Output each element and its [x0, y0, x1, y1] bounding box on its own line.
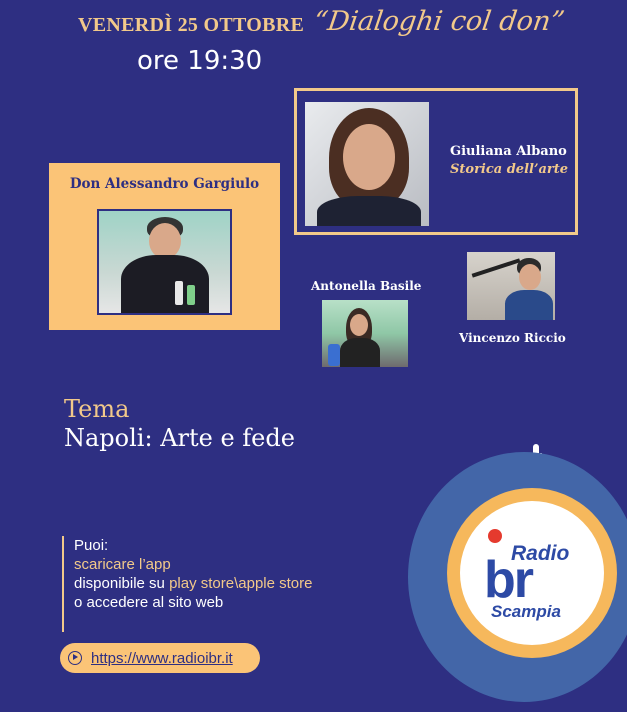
- logo-red-dot: [488, 529, 502, 543]
- info-line-3: [74, 574, 312, 593]
- giuliana-name: Giuliana Albano: [450, 144, 567, 159]
- info-line-4: o accedere al sito web: [74, 594, 224, 611]
- giuliana-photo: [305, 102, 429, 226]
- topic-text: Napoli: Arte e fede: [64, 424, 295, 452]
- play-circle-icon: [68, 651, 82, 665]
- website-url[interactable]: https://www.radioibr.it: [91, 649, 233, 667]
- logo-br-text: br: [484, 551, 532, 609]
- info-block: [74, 536, 312, 612]
- antonella-name: Antonella Basile: [311, 279, 422, 293]
- info-line-3-accent: play store\apple store: [169, 575, 313, 592]
- vincenzo-name: Vincenzo Riccio: [459, 331, 566, 345]
- logo-radio-text: Radio: [511, 542, 570, 565]
- event-date: VENERDÌ 25 OTTOBRE: [78, 14, 305, 36]
- event-time: ore 19:30: [137, 46, 263, 76]
- info-line-1: Puoi:: [74, 537, 109, 554]
- website-link[interactable]: [60, 643, 260, 673]
- don-photo: [97, 209, 232, 315]
- logo-scampia-text: Scampia: [491, 602, 561, 621]
- info-line-3-prefix: disponibile su: [74, 575, 170, 592]
- logo-inner-circle: [460, 501, 604, 645]
- program-title: “Dialoghi col don”: [311, 6, 567, 37]
- info-divider: [62, 536, 64, 632]
- topic-label: Tema: [64, 395, 130, 423]
- info-line-2: scaricare l’app: [74, 556, 171, 573]
- giuliana-role: Storica dell’arte: [450, 162, 569, 177]
- antonella-photo: [320, 298, 410, 369]
- don-name: Don Alessandro Gargiulo: [69, 176, 260, 192]
- vincenzo-photo: [465, 250, 557, 322]
